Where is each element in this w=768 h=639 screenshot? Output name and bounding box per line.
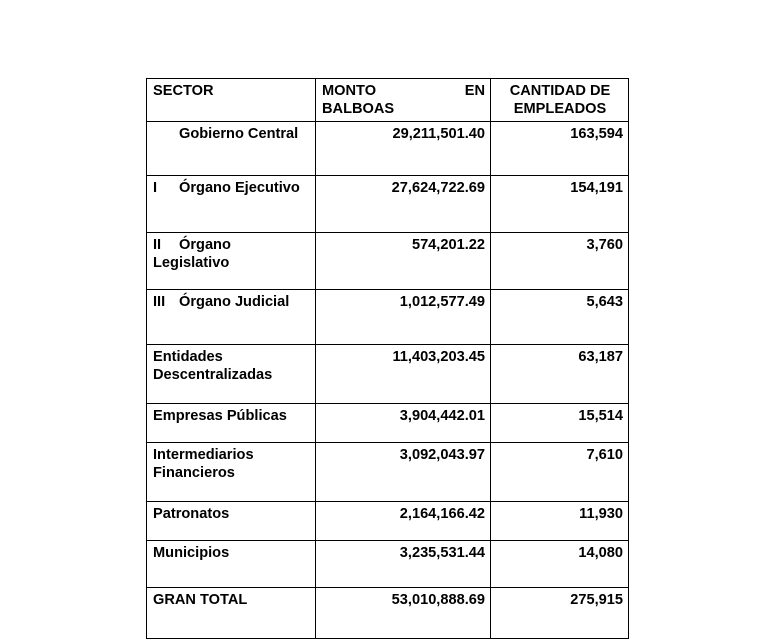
row-sector-text: Empresas Públicas [153, 408, 287, 425]
row-monto-value: 1,012,577.49 [316, 290, 491, 345]
row-sector-text: Entidades Descentralizadas [153, 349, 273, 384]
table-header [147, 79, 629, 122]
column-header-monto [316, 79, 491, 122]
table-row [147, 290, 629, 345]
row-sector-text: Intermediarios Financieros [153, 447, 254, 482]
row-empleados-value: 163,594 [491, 122, 629, 176]
table-row [147, 345, 629, 404]
row-monto-value: 2,164,166.42 [316, 502, 491, 541]
row-monto-value: 11,403,203.45 [316, 345, 491, 404]
row-sector-text: Gobierno Central [179, 126, 299, 143]
total-row-label: GRAN TOTAL [147, 588, 316, 639]
row-monto-value: 27,624,722.69 [316, 176, 491, 233]
table-total-row [147, 588, 629, 639]
row-monto-value: 3,235,531.44 [316, 541, 491, 588]
row-numeral: I [153, 180, 158, 197]
table-row [147, 443, 629, 502]
row-sector-label [147, 290, 316, 345]
row-monto-value: 574,201.22 [316, 233, 491, 290]
table-row [147, 233, 629, 290]
monto-header-line-1 [322, 82, 485, 100]
monto-header-word-en: EN [464, 83, 485, 99]
column-header-empleados [491, 79, 629, 122]
row-empleados-value: 154,191 [491, 176, 629, 233]
row-monto-value: 3,904,442.01 [316, 404, 491, 443]
row-sector-label [147, 502, 316, 541]
row-sector-text: Órgano Ejecutivo [179, 180, 300, 197]
row-sector-label [147, 443, 316, 502]
table-row [147, 122, 629, 176]
row-empleados-value: 14,080 [491, 541, 629, 588]
table-row [147, 502, 629, 541]
row-sector-text: Patronatos [153, 506, 230, 523]
empleados-header-line-2: EMPLEADOS [513, 101, 607, 118]
row-monto-value: 3,092,043.97 [316, 443, 491, 502]
row-sector-label [147, 404, 316, 443]
monto-header-line-2: BALBOAS [322, 101, 395, 118]
row-empleados-value: 11,930 [491, 502, 629, 541]
row-empleados-value: 63,187 [491, 345, 629, 404]
row-empleados-value: 3,760 [491, 233, 629, 290]
empleados-header-line-1: CANTIDAD DE [509, 83, 611, 99]
row-sector-text: Órgano Legislativo [153, 237, 231, 272]
row-empleados-value: 5,643 [491, 290, 629, 345]
total-row-monto-value: 53,010,888.69 [316, 588, 491, 639]
row-sector-text: Órgano Judicial [179, 294, 290, 311]
monto-header-word-monto: MONTO [322, 83, 377, 99]
row-empleados-value: 7,610 [491, 443, 629, 502]
row-sector-label [147, 345, 316, 404]
row-empleados-value: 15,514 [491, 404, 629, 443]
row-sector-label [147, 233, 316, 290]
table-row [147, 404, 629, 443]
row-sector-label [147, 122, 316, 176]
row-sector-label [147, 541, 316, 588]
budget-table [146, 78, 629, 639]
table-row [147, 541, 629, 588]
row-sector-text: Municipios [153, 545, 230, 562]
row-monto-value: 29,211,501.40 [316, 122, 491, 176]
row-numeral: III [153, 294, 166, 311]
table-body [147, 122, 629, 639]
column-header-sector: SECTOR [147, 79, 316, 122]
total-row-empleados-value: 275,915 [491, 588, 629, 639]
row-sector-label [147, 176, 316, 233]
row-numeral: II [153, 237, 162, 254]
table-row [147, 176, 629, 233]
table-header-row [147, 79, 629, 122]
